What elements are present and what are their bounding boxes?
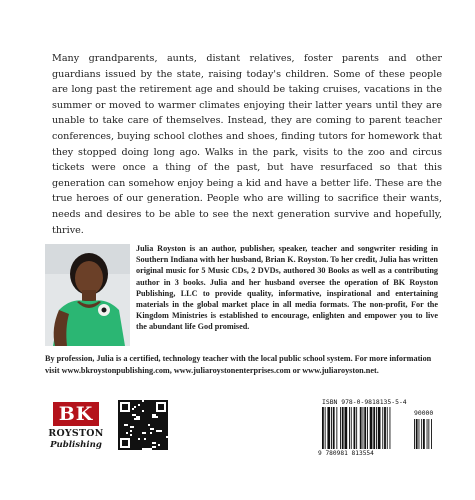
isbn-barcode [318, 398, 442, 458]
barcode-digits: 9 780981 813554 [318, 450, 374, 457]
author-bio: Julia Royston is an author, publisher, speaker, teacher and songwriter residing in Southern Indiana with her husband, Brian K. Royston. To her credit, Julia has written original music for 5 Music CDs, 2 DVDs, authored 30 Books as well as a contributing author in 3 books. Julia and her husband oversee the operation of BK Royston Publishing, LLC to provide quality, informative, inspirational and entertaining materials in the global market place in all media formats. The non-profit, For the Kingdom Ministries is established to encourage, enlighten and empower you to live the abundant life God promised. [136, 244, 438, 332]
price-code: 90000 [414, 409, 434, 417]
isbn-label: ISBN 978-0-9818135-5-4 [322, 398, 407, 406]
logo-name: ROYSTON [48, 428, 104, 439]
logo-mark: BK [53, 402, 99, 426]
book-blurb: Many grandparents, aunts, distant relatives, foster parents and other guardians issued by the state, raising today's children. Some of these people are long past the retirement age and should be taking cruises, vacations in the summer or moved to warmer climates enjoying their latter years until they are unable to take care of themselves. Instead, they are coming to parent teacher conferences, buying school clothes and shoes, finding tutors for homework that they stopped doing long ago. Walks in the park, visits to the zoo and circus tickets were once a thing of the past, but have resurfaced so that this generation can somehow enjoy being a kid and have a better life. These are the true heroes of our generation. People who are willing to sacrifice their wants, needs and desires to be able to see the next generation survive and hopefully, thrive. [52, 53, 442, 236]
author-profession: By profession, Julia is a certified, technology teacher with the local public school system. For more information visit www.bkroystonpublishing.com, www.juliaroystonenterprises.com or www.juliaroyston.net. [45, 354, 432, 375]
logo-sub: Publishing [50, 440, 102, 450]
author-photo [45, 244, 130, 346]
publisher-logo [46, 402, 106, 454]
qr-code-icon [118, 400, 168, 450]
barcode-icon [318, 407, 442, 449]
